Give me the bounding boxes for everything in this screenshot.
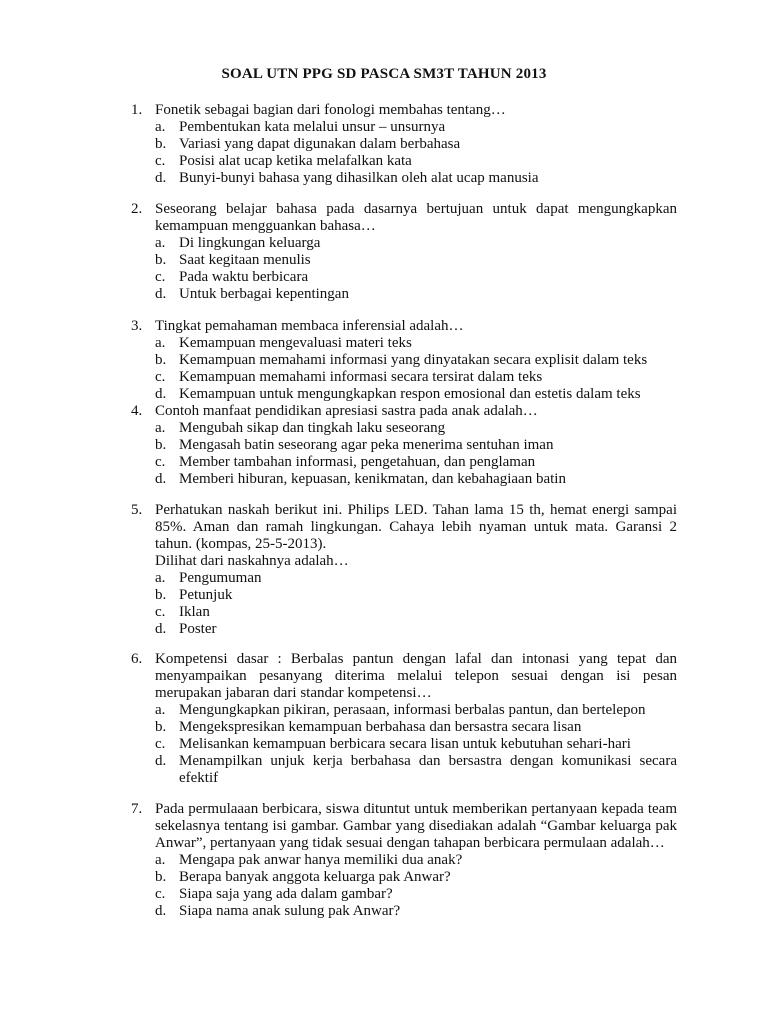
option-text: Variasi yang dapat digunakan dalam berbahasa <box>179 136 461 152</box>
question-number: 1. <box>131 102 143 118</box>
option-text: Melisankan kemampuan berbicara secara lisan untuk kebutuhan sehari-hari <box>179 736 631 752</box>
option-item <box>155 286 677 303</box>
option-list <box>131 119 677 187</box>
option-letter: d. <box>155 621 167 637</box>
option-text: Kemampuan memahami informasi secara tersirat dalam teks <box>179 369 543 385</box>
option-item <box>155 352 677 369</box>
option-letter: a. <box>155 420 166 436</box>
question-1 <box>131 102 677 187</box>
option-text: Untuk berbagai kepentingan <box>179 286 349 302</box>
option-item <box>155 570 677 587</box>
question-7 <box>131 801 677 920</box>
option-item <box>155 420 677 437</box>
option-text: Member tambahan informasi, pengetahuan, dan penglaman <box>179 454 536 470</box>
option-item <box>155 269 677 286</box>
option-letter: b. <box>155 869 167 885</box>
question-2 <box>131 201 677 303</box>
option-list <box>131 420 677 488</box>
option-item <box>155 869 677 886</box>
option-letter: c. <box>155 736 166 752</box>
option-item <box>155 886 677 903</box>
option-text: Mengasah batin seseorang agar peka menerima sentuhan iman <box>179 437 554 453</box>
option-text: Memberi hiburan, kepuasan, kenikmatan, dan kebahagiaan batin <box>179 471 566 487</box>
option-item <box>155 369 677 386</box>
option-letter: d. <box>155 903 167 919</box>
option-item <box>155 119 677 136</box>
option-item <box>155 252 677 269</box>
option-letter: a. <box>155 570 166 586</box>
option-item <box>155 604 677 621</box>
option-text: Mengekspresikan kemampuan berbahasa dan bersastra secara lisan <box>179 719 582 735</box>
question-number: 3. <box>131 318 143 334</box>
option-text: Pada waktu berbicara <box>179 269 309 285</box>
option-letter: a. <box>155 702 166 718</box>
option-letter: d. <box>155 471 167 487</box>
option-text: Di lingkungan keluarga <box>179 235 321 251</box>
option-item <box>155 153 677 170</box>
question-number: 4. <box>131 403 143 419</box>
option-letter: c. <box>155 454 166 470</box>
option-text: Mengungkapkan pikiran, perasaan, informasi berbalas pantun, dan bertelepon <box>179 702 646 718</box>
option-letter: b. <box>155 136 167 152</box>
option-list <box>131 852 677 920</box>
option-item <box>155 454 677 471</box>
option-text: Poster <box>179 621 217 637</box>
question-stem: Kompetensi dasar : Berbalas pantun dengan lafal dan intonasi yang tepat dan menyampaikan pesanyang diterima melalui telepon sesuai dengan isi pesan merupakan jabaran dari standar kompetensi… <box>155 651 677 701</box>
option-letter: d. <box>155 170 167 186</box>
option-item <box>155 170 677 187</box>
question-6 <box>131 651 677 787</box>
option-letter: a. <box>155 119 166 135</box>
option-letter: d. <box>155 286 167 302</box>
option-letter: c. <box>155 886 166 902</box>
document-title: SOAL UTN PPG SD PASCA SM3T TAHUN 2013 <box>221 66 547 82</box>
option-text: Saat kegitaan menulis <box>179 252 311 268</box>
option-item <box>155 621 677 638</box>
option-text: Siapa nama anak sulung pak Anwar? <box>179 903 401 919</box>
question-5 <box>131 502 677 638</box>
option-item <box>155 719 677 736</box>
question-stem: Perhatukan naskah berikut ini. Philips LED. Tahan lama 15 th, hemat energi sampai 85%. Aman dan ramah lingkungan. Cahaya lebih nyaman untuk mata. Garansi 2 tahun. (kompas, 25-5-2013). <box>155 502 677 552</box>
option-list <box>131 702 677 787</box>
option-text: Kemampuan untuk mengungkapkan respon emosional dan estetis dalam teks <box>179 386 641 402</box>
option-item <box>155 136 677 153</box>
question-stem: Tingkat pemahaman membaca inferensial adalah… <box>155 318 464 334</box>
option-letter: b. <box>155 352 167 368</box>
option-text: Mengapa pak anwar hanya memiliki dua anak? <box>179 852 463 868</box>
option-text: Siapa saja yang ada dalam gambar? <box>179 886 393 902</box>
option-letter: a. <box>155 852 166 868</box>
option-letter: a. <box>155 235 166 251</box>
option-letter: b. <box>155 719 167 735</box>
option-item <box>155 386 677 403</box>
option-text: Pembentukan kata melalui unsur – unsurnya <box>179 119 446 135</box>
option-letter: c. <box>155 153 166 169</box>
question-stem-followup: Dilihat dari naskahnya adalah… <box>155 553 349 569</box>
option-item <box>155 471 677 488</box>
option-item <box>155 587 677 604</box>
option-item <box>155 437 677 454</box>
option-item <box>155 852 677 869</box>
question-3 <box>131 318 677 403</box>
option-item <box>155 753 677 787</box>
option-item <box>155 702 677 719</box>
option-text: Mengubah sikap dan tingkah laku seseorang <box>179 420 446 436</box>
option-text: Menampilkan unjuk kerja berbahasa dan bersastra dengan komunikasi secara efektif <box>179 753 677 786</box>
option-list <box>131 335 677 403</box>
question-stem: Pada permulaaan berbicara, siswa dituntut untuk memberikan pertanyaan kepada team sekelasnya tentang isi gambar. Gambar yang disediakan adalah “Gambar keluarga pak Anwar”, pertanyaan yang tidak sesuai dengan tahapan berbicara permulaan adalah… <box>155 801 677 851</box>
option-item <box>155 736 677 753</box>
option-text: Petunjuk <box>179 587 233 603</box>
option-text: Bunyi-bunyi bahasa yang dihasilkan oleh alat ucap manusia <box>179 170 539 186</box>
question-number: 5. <box>131 502 143 518</box>
question-number: 2. <box>131 201 143 217</box>
option-letter: c. <box>155 604 166 620</box>
option-letter: b. <box>155 437 167 453</box>
option-letter: d. <box>155 386 167 402</box>
option-text: Iklan <box>179 604 210 620</box>
option-text: Posisi alat ucap ketika melafalkan kata <box>179 153 412 169</box>
option-letter: b. <box>155 587 167 603</box>
question-stem: Contoh manfaat pendidikan apresiasi sastra pada anak adalah… <box>155 403 538 419</box>
option-letter: c. <box>155 269 166 285</box>
option-item <box>155 335 677 352</box>
question-number: 6. <box>131 651 143 667</box>
option-text: Kemampuan mengevaluasi materi teks <box>179 335 412 351</box>
option-list <box>131 570 677 638</box>
option-text: Kemampuan memahami informasi yang dinyatakan secara explisit dalam teks <box>179 352 648 368</box>
question-stem: Seseorang belajar bahasa pada dasarnya bertujuan untuk dapat mengungkapkan kemampuan mengguankan bahasa… <box>155 201 677 234</box>
option-letter: b. <box>155 252 167 268</box>
question-stem: Fonetik sebagai bagian dari fonologi membahas tentang… <box>155 102 506 118</box>
option-text: Pengumuman <box>179 570 262 586</box>
question-4 <box>131 403 677 488</box>
option-item <box>155 903 677 920</box>
option-letter: c. <box>155 369 166 385</box>
option-item <box>155 235 677 252</box>
option-letter: d. <box>155 753 167 769</box>
option-list <box>131 235 677 303</box>
option-text: Berapa banyak anggota keluarga pak Anwar? <box>179 869 451 885</box>
question-number: 7. <box>131 801 143 817</box>
option-letter: a. <box>155 335 166 351</box>
